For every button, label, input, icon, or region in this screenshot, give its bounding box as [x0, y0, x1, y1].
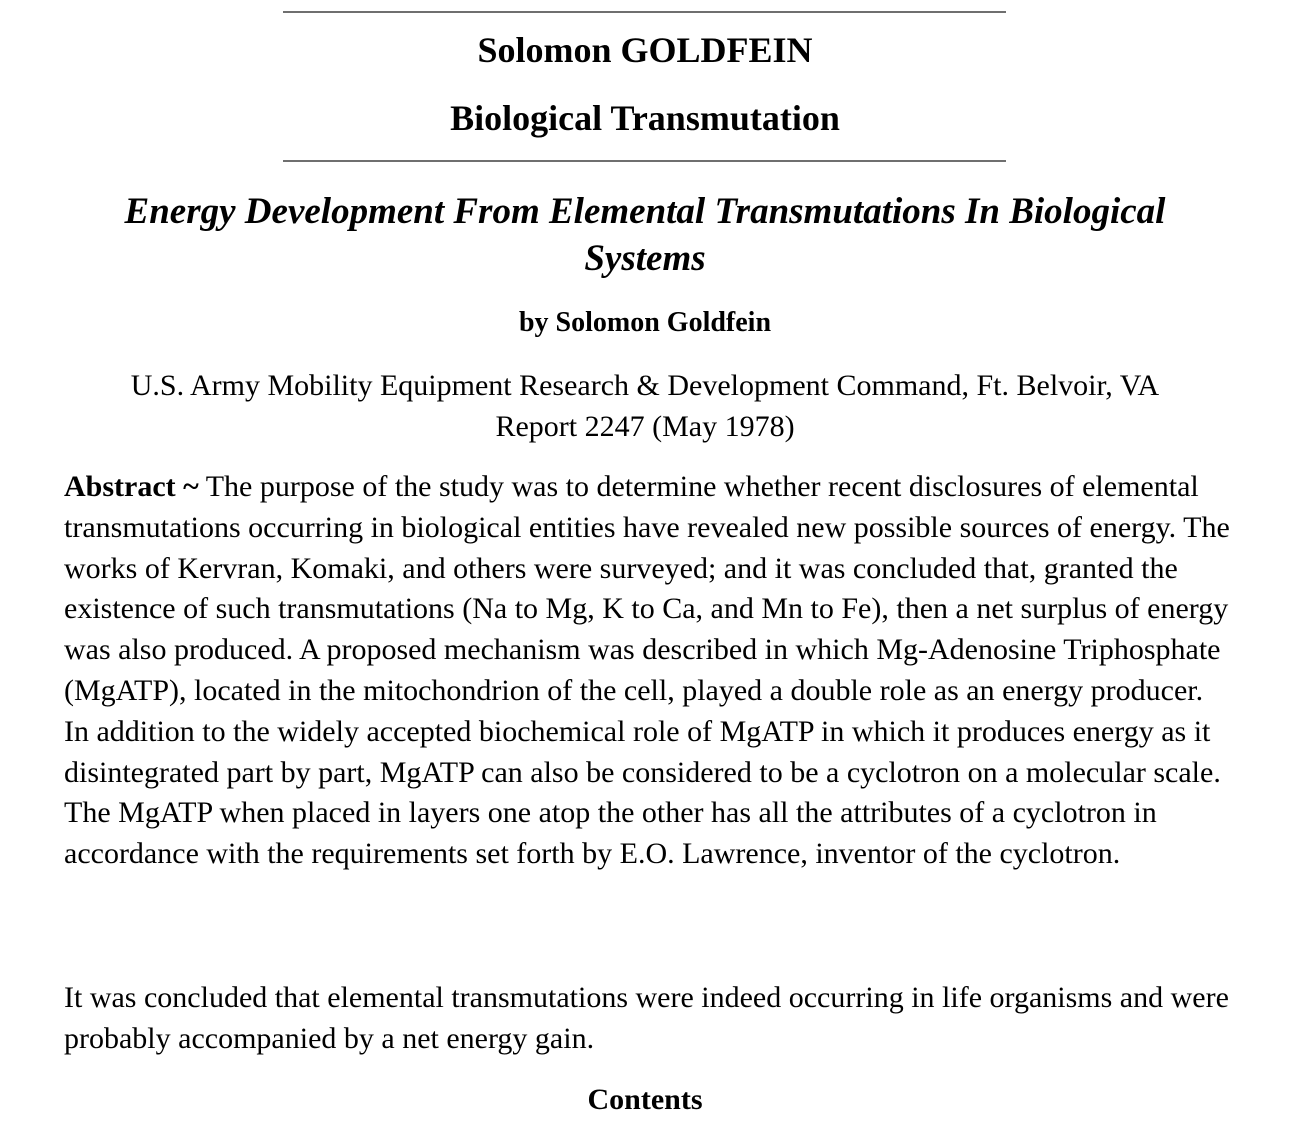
- affiliation: [40, 365, 1250, 447]
- abstract-text: The purpose of the study was to determine whether recent disclosures of elemental transmutations occurring in biological entities have revealed new possible sources of energy. The works of Kervran, Komaki, and others were surveyed; and it was concluded that, granted the existence of such transmutations (Na to Mg, K to Ca, and Mn to Fe), then a net surplus of energy was also produced. A proposed mechanism was described in which Mg-Adenosine Triphosphate (MgATP), located in the mitochondrion of the cell, played a double role as an energy producer. In addition to the widely accepted biochemical role of MgATP in which it produces energy as it disintegrated part by part, MgATP can also be considered to be a cyclotron on a molecular scale. The MgATP when placed in layers one atop the other has all the attributes of a cyclotron in accordance with the requirements set forth by E.O. Lawrence, inventor of the cyclotron.: [64, 470, 1230, 871]
- report-number: Report 2247 (May 1978): [495, 410, 795, 443]
- affiliation-institution: U.S. Army Mobility Equipment Research & Development Command, Ft. Belvoir, VA: [130, 369, 1160, 402]
- subject-heading: Biological Transmutation: [450, 98, 840, 138]
- conclusion-paragraph: It was concluded that elemental transmutations were indeed occurring in life organisms and were probably accompanied by a net energy gain.: [64, 981, 1229, 1055]
- abstract-label: Abstract ~: [64, 470, 199, 503]
- abstract-paragraph: [64, 467, 1234, 875]
- article-title: Energy Development From Elemental Transmutations In Biological Systems: [124, 191, 1166, 279]
- bottom-divider: [283, 160, 1006, 162]
- contents-heading: Contents: [587, 1083, 703, 1116]
- byline: by Solomon Goldfein: [518, 307, 772, 338]
- top-divider: [283, 11, 1006, 13]
- author-heading: Solomon GOLDFEIN: [477, 30, 813, 70]
